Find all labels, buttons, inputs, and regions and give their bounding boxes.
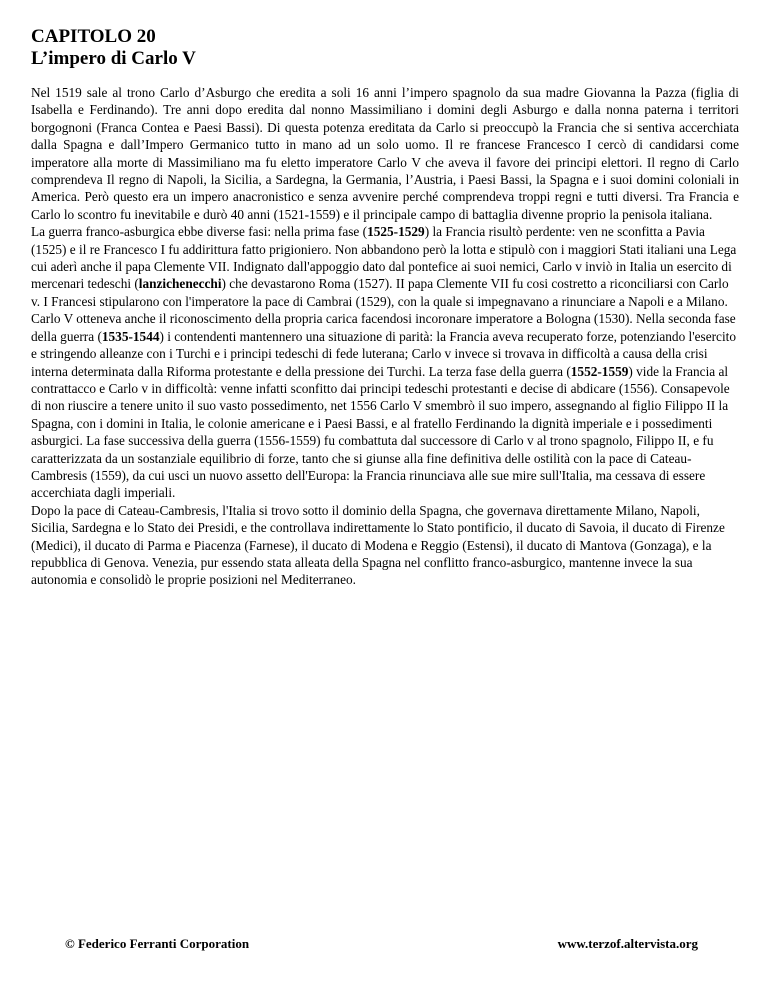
- lanzichenecchi-term: lanzichenecchi: [138, 276, 222, 292]
- footer-copyright: © Federico Ferranti Corporation: [65, 936, 250, 951]
- date-range-phase-3: 1552-1559: [570, 363, 629, 379]
- paragraph-2-text-2: ) la Francia risultò perdente: ven ne sconfitta a Pavia (1525) e il re Francesco I fu addirittura fatto prigioniero. Non abbandono però la lotta e stipulò con i maggiori Stati italiani una Lega cui aderì anche il papa Clemente VII. Indignato dall'appoggio dato dal pontefice ai suoi nemici, Carlo v inviò in Italia un esercito di mercenari tedeschi (: [31, 224, 737, 292]
- date-range-phase-2: 1535-1544: [101, 328, 160, 344]
- paragraph-2-text-4: ) i contendenti mantennero una situazione di parità: la Francia aveva recuperato forze, potenziando l'esercito e stringendo alleanze con i Turchi e i principi tedeschi di fede luterana; Carlo v invece si trovava in difficoltà a causa della crisi interna determinata dalla Riforma protestante e della pressione dei Turchi. La terza fase della guerra (: [31, 328, 736, 379]
- date-range-phase-1: 1525-1529: [367, 224, 425, 240]
- paragraph-2-text-3: ) che devastarono Roma (1527). II papa Clemente VII fu cosi costretto a riconciliarsi con Carlo v. I Francesi stipularono con l'imperatore la pace di Cambrai (1529), con la quale si impegnavano a rinunciare a Napoli e a Milano. Carlo V otteneva anche il riconoscimento della propria carica facendosi incoronare imperatore a Bologna (1530). Nella seconda fase della guerra (: [31, 276, 736, 344]
- paragraph-2-text-1: La guerra franco-asburgica ebbe diverse fasi: nella prima fase (: [31, 224, 368, 240]
- paragraph-1: Nel 1519 sale al trono Carlo d’Asburgo che eredita a soli 16 anni l’impero spagnolo da sua madre Giovanna la Pazza (figlia di Isabella e Ferdinando). Tre anni dopo eredita dal nonno Massimiliano i domini degli Asburgo e dalla nonna paterna i territori borgognoni (Franca Contea e Paesi Bassi). Di questa potenza ereditata da Carlo si preoccupò la Francia che si sentiva accerchiata dalla Spagna e dall’Impero Germanico tutto in mano ad un solo uomo. Il re francese Francesco I cercò di candidarsi come imperatore alla morte di Massimiliano ma fu eletto imperatore Carlo V che aveva il favore dei principi elettori. Il regno di Carlo comprendeva Il regno di Napoli, la Sicilia, a Sardegna, la Germania, l’Austria, i Paesi Bassi, la Spagna e i suoi domini coloniali in America. Però questo era un impero anacronistico e senza avvenire perché comprendeva troppi regni e tutti diversi. Tra Francia e Carlo lo scontro fu inevitabile e durò 40 anni (1521-1559) e il principale campo di battaglia divenne proprio la penisola italiana.: [31, 85, 739, 222]
- chapter-heading: CAPITOLO 20: [31, 26, 156, 47]
- paragraph-2-text-5: ) vide la Francia al contrattacco e Carlo v in difficoltà: venne infatti sconfitto dai principi tedeschi protestanti e decise di abdicare (1556). Consapevole di non riuscire a tenere unito il suo vasto possedimento, net 1556 Carlo V smembrò il suo impero, assegnando al figlio Filippo II la Spagna, con i domini in Italia, le colonie americane e i Paesi Bassi, e al fratello Ferdinando la dignità imperiale e i possedimenti asburgici. La fase successiva della guerra (1556-1559) fu combattuta dal successore di Carlo v al trono spagnolo, Filippo II, e fu caratterizzata da un sostanziale equilibrio di forze, tanto che si giunse alla fine definitiva delle ostilità con la pace di Cateau-Cambresis (1559), da cui usci un nuovo assetto dell'Europa: la Francia rinunciava alle sue mire sull'Italia, ma cessava di essere accerchiata dagli imperiali.: [31, 363, 730, 501]
- chapter-title: L’impero di Carlo V: [31, 48, 196, 69]
- paragraph-3: Dopo la pace di Cateau-Cambresis, l'Italia si trovo sotto il dominio della Spagna, che governava direttamente Milano, Napoli, Sicilia, Sardegna e lo Stato dei Presidi, e the controllava indirettamente lo Stato pontificio, il ducato di Savoia, il ducato di Firenze (Medici), il ducato di Parma e Piacenza (Farnese), il ducato di Modena e Reggio (Estensi), il ducato di Mantova (Gonzaga), e la repubblica di Genova. Venezia, pur essendo stata alleata della Spagna nel conflitto franco-asburgico, mantenne invece la sua autonomia e consolidò le proprie posizioni nel Mediterraneo.: [31, 502, 725, 588]
- document-page: [31, 26, 739, 589]
- footer-website: www.terzof.altervista.org: [557, 936, 698, 951]
- paragraph-2: [31, 223, 739, 502]
